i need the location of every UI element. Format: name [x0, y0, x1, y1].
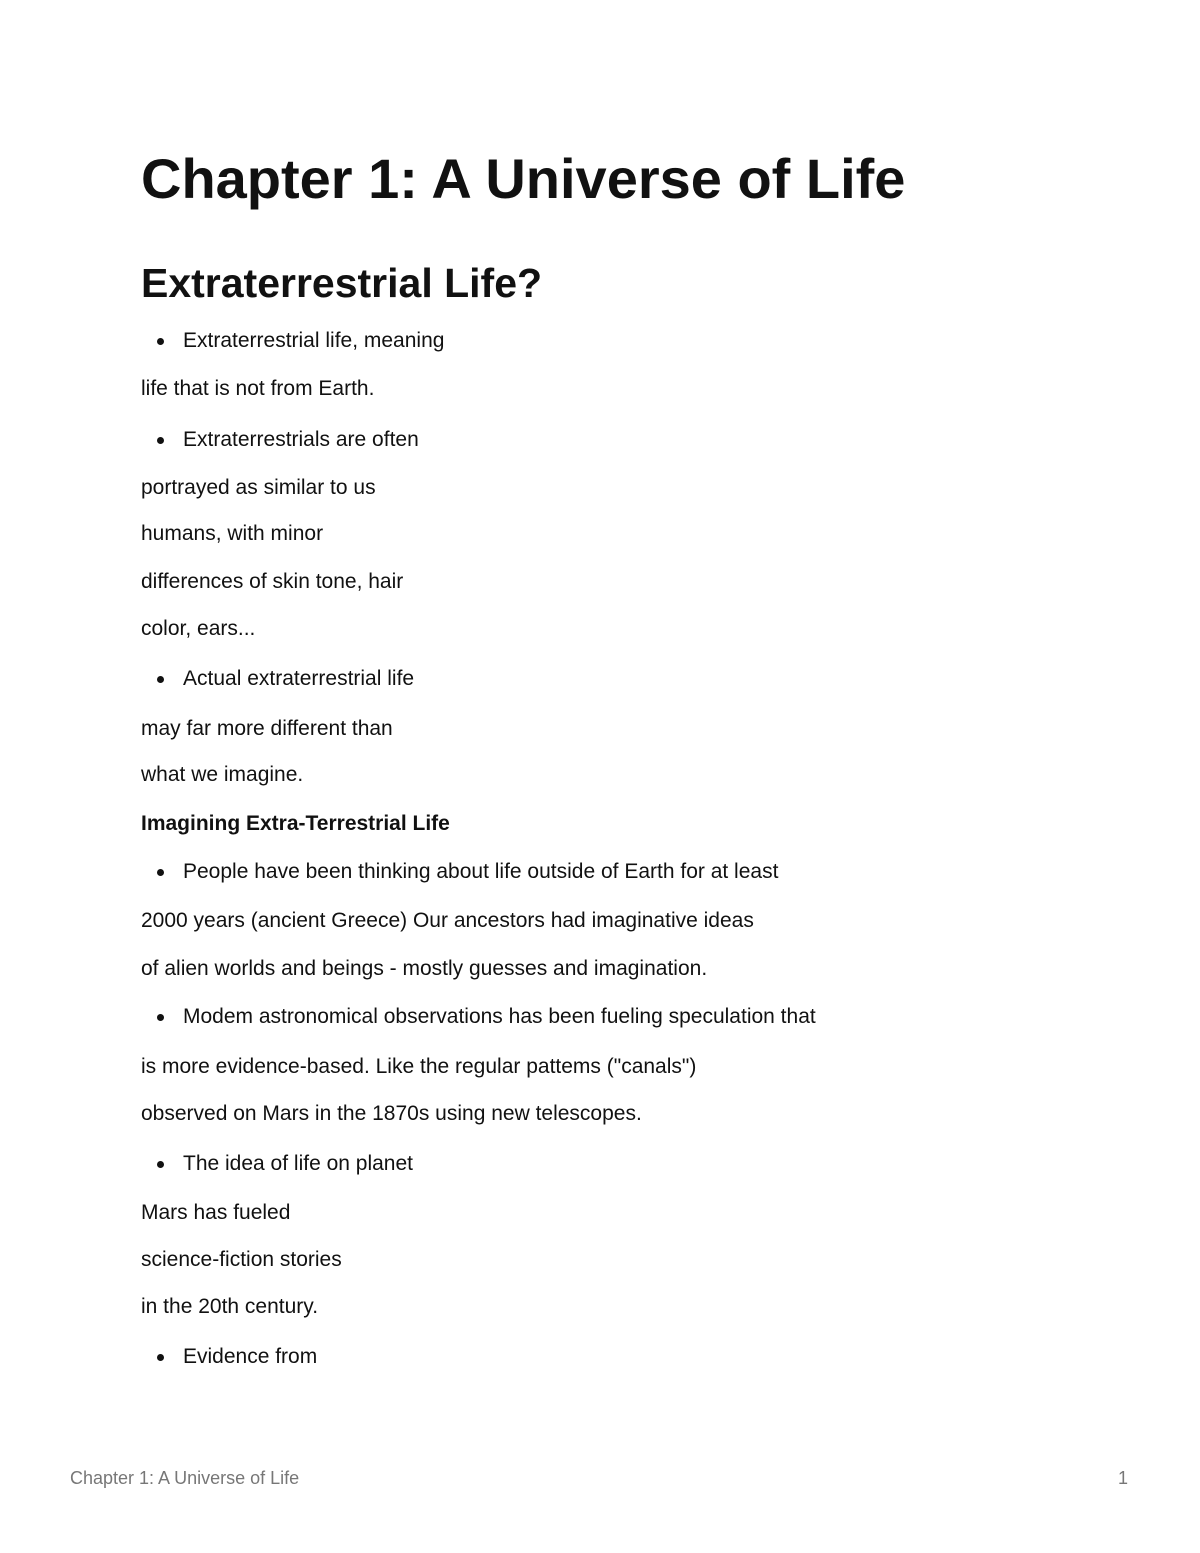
bullet-text: Modem astronomical observations has been fueling speculation that: [183, 1005, 816, 1028]
paragraph-line: differences of skin tone, hair: [141, 570, 404, 593]
subheading: Imagining Extra-Terrestrial Life: [141, 812, 450, 835]
section-heading: Extraterrestrial Life?: [141, 260, 543, 306]
paragraph-line: life that is not from Earth.: [141, 377, 375, 400]
bullet-text: Extraterrestrial life, meaning: [183, 329, 445, 352]
bullet-icon: [157, 1354, 164, 1361]
paragraph-line: what we imagine.: [141, 763, 304, 786]
bullet-icon: [157, 869, 164, 876]
bullet-text: Evidence from: [183, 1345, 318, 1368]
footer-title: Chapter 1: A Universe of Life: [70, 1468, 300, 1488]
bullet-text: People have been thinking about life outside of Earth for at least: [183, 860, 779, 883]
paragraph-line: in the 20th century.: [141, 1295, 319, 1318]
bullet-text: Extraterrestrials are often: [183, 428, 419, 451]
bullet-icon: [157, 676, 164, 683]
bullet-icon: [157, 1014, 164, 1021]
bullet-text: The idea of life on planet: [183, 1152, 413, 1175]
paragraph-line: is more evidence-based. Like the regular pattems ("canals"): [141, 1055, 697, 1078]
bullet-icon: [157, 1161, 164, 1168]
paragraph-line: Mars has fueled: [141, 1201, 291, 1224]
bullet-icon: [157, 338, 164, 345]
paragraph-line: science-fiction stories: [141, 1248, 342, 1271]
paragraph-line: observed on Mars in the 1870s using new telescopes.: [141, 1102, 642, 1125]
paragraph-line: may far more different than: [141, 717, 393, 740]
bullet-text: Actual extraterrestrial life: [183, 667, 415, 690]
page-title: Chapter 1: A Universe of Life: [141, 147, 906, 210]
footer-page-number: 1: [1117, 1468, 1128, 1488]
paragraph-line: 2000 years (ancient Greece) Our ancestors had imaginative ideas: [141, 909, 754, 932]
bullet-icon: [157, 437, 164, 444]
paragraph-line: humans, with minor: [141, 522, 324, 545]
paragraph-line: of alien worlds and beings - mostly guesses and imagination.: [141, 957, 708, 980]
paragraph-line: portrayed as similar to us: [141, 476, 376, 499]
paragraph-line: color, ears...: [141, 617, 256, 640]
